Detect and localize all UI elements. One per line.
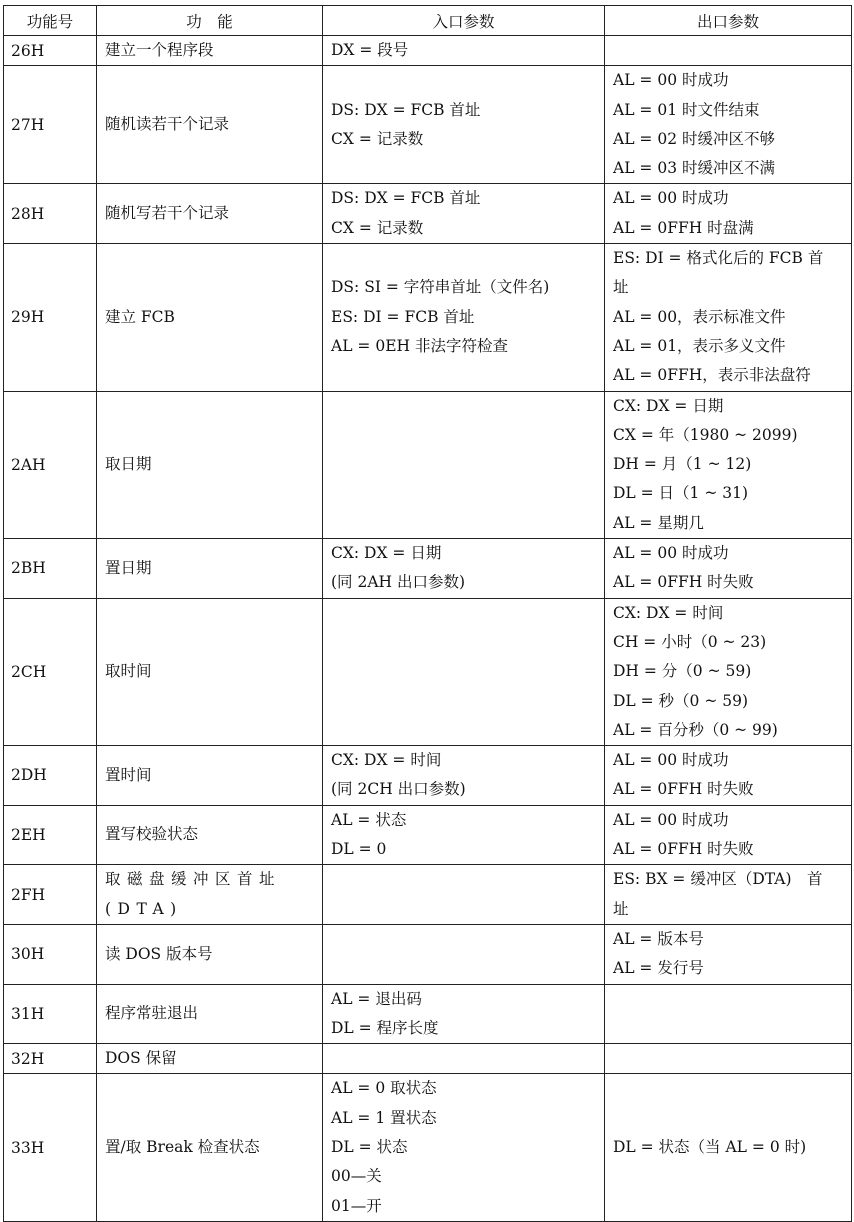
input-param-line: AL = 状态 (331, 810, 407, 829)
input-param-line: AL = 0EH 非法字符检查 (331, 336, 508, 355)
function-line: 取日期 (105, 455, 152, 474)
output-param-line: AL = 00 时成功 (613, 810, 729, 829)
function-number-cell: 26H (4, 36, 97, 66)
input-param-line: DS: DX = FCB 首址 (331, 100, 481, 119)
function-cell (97, 984, 323, 1044)
table-row (4, 746, 852, 806)
input-param-line: DX = 段号 (331, 41, 409, 59)
output-param-line: AL = 0FFH 时失败 (613, 780, 754, 799)
output-param-line: ES: BX = 缓冲区（DTA) 首 (613, 870, 823, 889)
input-params-cell (323, 746, 605, 806)
table-row (4, 1074, 852, 1221)
output-params-cell (605, 805, 852, 865)
output-param-line: 址 (613, 278, 629, 297)
function-cell (97, 746, 323, 806)
function-number-cell: 2CH (4, 598, 97, 745)
output-param-line: CX: DX = 日期 (613, 396, 724, 415)
function-number-cell: 2EH (4, 805, 97, 865)
output-param-line: DL = 状态（当 AL = 0 时) (613, 1137, 807, 1156)
input-params-cell (323, 184, 605, 244)
input-params-cell (323, 1074, 605, 1221)
output-param-line: DH = 分（0 ~ 59) (613, 662, 752, 681)
function-number-cell: 2BH (4, 539, 97, 599)
function-line: 读 DOS 版本号 (105, 944, 213, 963)
output-param-line: AL = 02 时缓冲区不够 (613, 129, 775, 148)
empty-line (613, 1044, 843, 1073)
table-row (4, 598, 852, 745)
table-row (4, 1044, 852, 1074)
function-cell (97, 865, 323, 925)
input-param-line: DL = 程序长度 (331, 1018, 439, 1037)
output-param-line: CX = 年（1980 ~ 2099) (613, 425, 798, 444)
output-param-line: ES: DI = 格式化后的 FCB 首 (613, 249, 824, 268)
function-line: 置日期 (105, 558, 152, 577)
function-cell (97, 1074, 323, 1221)
input-param-line: AL = 0 取状态 (331, 1079, 437, 1098)
empty-line (331, 880, 596, 909)
input-param-line: DS: SI = 字符串首址（文件名) (331, 278, 550, 297)
function-number-cell: 32H (4, 1044, 97, 1074)
output-params-cell (605, 391, 852, 538)
empty-line (331, 940, 596, 969)
table-row (4, 805, 852, 865)
table-row (4, 244, 852, 391)
header-function-number: 功能号 (4, 6, 97, 36)
output-param-line: AL = 00 时成功 (613, 189, 729, 208)
output-params-cell (605, 1044, 852, 1074)
input-param-line: DL = 状态 (331, 1137, 408, 1156)
output-param-line: AL = 0FFH 时盘满 (613, 218, 754, 237)
input-param-line: ES: DI = FCB 首址 (331, 307, 475, 326)
output-param-line: AL = 01 时文件结束 (613, 100, 760, 119)
output-params-cell (605, 66, 852, 184)
empty-line (613, 36, 843, 65)
input-params-cell (323, 36, 605, 66)
function-number-cell: 2AH (4, 391, 97, 538)
output-param-line: CH = 小时（0 ~ 23) (613, 632, 767, 651)
header-function: 功 能 (97, 6, 323, 36)
output-param-line: AL = 01，表示多义文件 (613, 336, 786, 355)
input-param-line: CX = 记录数 (331, 129, 424, 148)
empty-line (613, 999, 843, 1028)
function-line: 随机读若干个记录 (105, 115, 230, 134)
function-cell (97, 244, 323, 391)
header-input-params: 入口参数 (323, 6, 605, 36)
function-number-cell: 30H (4, 924, 97, 984)
function-line: 取磁盘缓冲区首址 (105, 870, 282, 889)
function-line: DOS 保留 (105, 1049, 177, 1068)
output-param-line: AL = 版本号 (613, 929, 704, 948)
input-param-line: (同 2CH 出口参数) (331, 780, 466, 799)
input-param-line: 00—关 (331, 1167, 382, 1186)
output-param-line: AL = 百分秒（0 ~ 99) (613, 720, 778, 739)
output-param-line: DL = 日（1 ~ 31) (613, 484, 749, 503)
header-output-params: 出口参数 (605, 6, 852, 36)
input-params-cell (323, 984, 605, 1044)
table-row (4, 36, 852, 66)
empty-line (331, 450, 596, 479)
input-param-line: CX = 记录数 (331, 218, 424, 237)
function-line: 取时间 (105, 662, 152, 681)
output-params-cell (605, 984, 852, 1044)
output-param-line: AL = 00，表示标准文件 (613, 307, 786, 326)
function-cell (97, 36, 323, 66)
output-param-line: AL = 00 时成功 (613, 544, 729, 563)
output-param-line: AL = 发行号 (613, 959, 704, 978)
function-cell (97, 66, 323, 184)
input-params-cell (323, 865, 605, 925)
function-cell (97, 539, 323, 599)
function-number-cell: 27H (4, 66, 97, 184)
function-cell (97, 924, 323, 984)
input-params-cell (323, 805, 605, 865)
input-params-cell (323, 66, 605, 184)
input-param-line: DL = 0 (331, 840, 387, 859)
function-line: 置时间 (105, 765, 152, 784)
input-params-cell (323, 539, 605, 599)
empty-line (331, 657, 596, 686)
function-line: 随机写若干个记录 (105, 204, 230, 223)
input-param-line: AL = 1 置状态 (331, 1108, 437, 1127)
function-number-cell: 28H (4, 184, 97, 244)
output-params-cell (605, 598, 852, 745)
table-row (4, 66, 852, 184)
function-number-cell: 33H (4, 1074, 97, 1221)
output-params-cell (605, 539, 852, 599)
header-row (4, 6, 852, 36)
input-params-cell (323, 391, 605, 538)
function-number-cell: 29H (4, 244, 97, 391)
input-param-line: DS: DX = FCB 首址 (331, 189, 481, 208)
output-param-line: AL = 0FFH 时失败 (613, 573, 754, 592)
output-param-line: AL = 00 时成功 (613, 71, 729, 90)
input-param-line: AL = 退出码 (331, 989, 422, 1008)
output-params-cell (605, 244, 852, 391)
function-line: 建立一个程序段 (105, 41, 214, 59)
function-line: 程序常驻退出 (105, 1004, 199, 1023)
output-params-cell (605, 184, 852, 244)
output-param-line: AL = 00 时成功 (613, 751, 729, 770)
output-params-cell (605, 36, 852, 66)
output-param-line: AL = 03 时缓冲区不满 (613, 159, 775, 178)
output-params-cell (605, 924, 852, 984)
output-param-line: 址 (613, 899, 629, 918)
function-cell (97, 184, 323, 244)
input-params-cell (323, 1044, 605, 1074)
table-row (4, 539, 852, 599)
input-param-line: CX: DX = 时间 (331, 751, 442, 770)
input-params-cell (323, 244, 605, 391)
output-param-line: CX: DX = 时间 (613, 603, 724, 622)
output-params-cell (605, 865, 852, 925)
table-row (4, 984, 852, 1044)
input-params-cell (323, 598, 605, 745)
function-number-cell: 31H (4, 984, 97, 1044)
dos-function-table (3, 5, 852, 1222)
input-params-cell (323, 924, 605, 984)
input-param-line: 01—开 (331, 1196, 382, 1215)
function-number-cell: 2FH (4, 865, 97, 925)
table-row (4, 391, 852, 538)
function-cell (97, 598, 323, 745)
function-cell (97, 1044, 323, 1074)
function-line: (DTA) (105, 899, 183, 918)
output-param-line: AL = 星期几 (613, 513, 704, 532)
output-param-line: AL = 0FFH 时失败 (613, 840, 754, 859)
function-line: 置/取 Break 检查状态 (105, 1137, 260, 1156)
empty-line (331, 1044, 596, 1073)
function-cell (97, 805, 323, 865)
input-param-line: (同 2AH 出口参数) (331, 573, 466, 592)
output-param-line: DH = 月（1 ~ 12) (613, 455, 752, 474)
output-param-line: DL = 秒（0 ~ 59) (613, 691, 749, 710)
output-params-cell (605, 746, 852, 806)
table-row (4, 184, 852, 244)
function-line: 建立 FCB (105, 307, 175, 326)
function-number-cell: 2DH (4, 746, 97, 806)
output-params-cell (605, 1074, 852, 1221)
function-line: 置写校验状态 (105, 825, 199, 844)
output-param-line: AL = 0FFH，表示非法盘符 (613, 366, 811, 385)
function-cell (97, 391, 323, 538)
table-row (4, 924, 852, 984)
table-row (4, 865, 852, 925)
input-param-line: CX: DX = 日期 (331, 544, 442, 563)
